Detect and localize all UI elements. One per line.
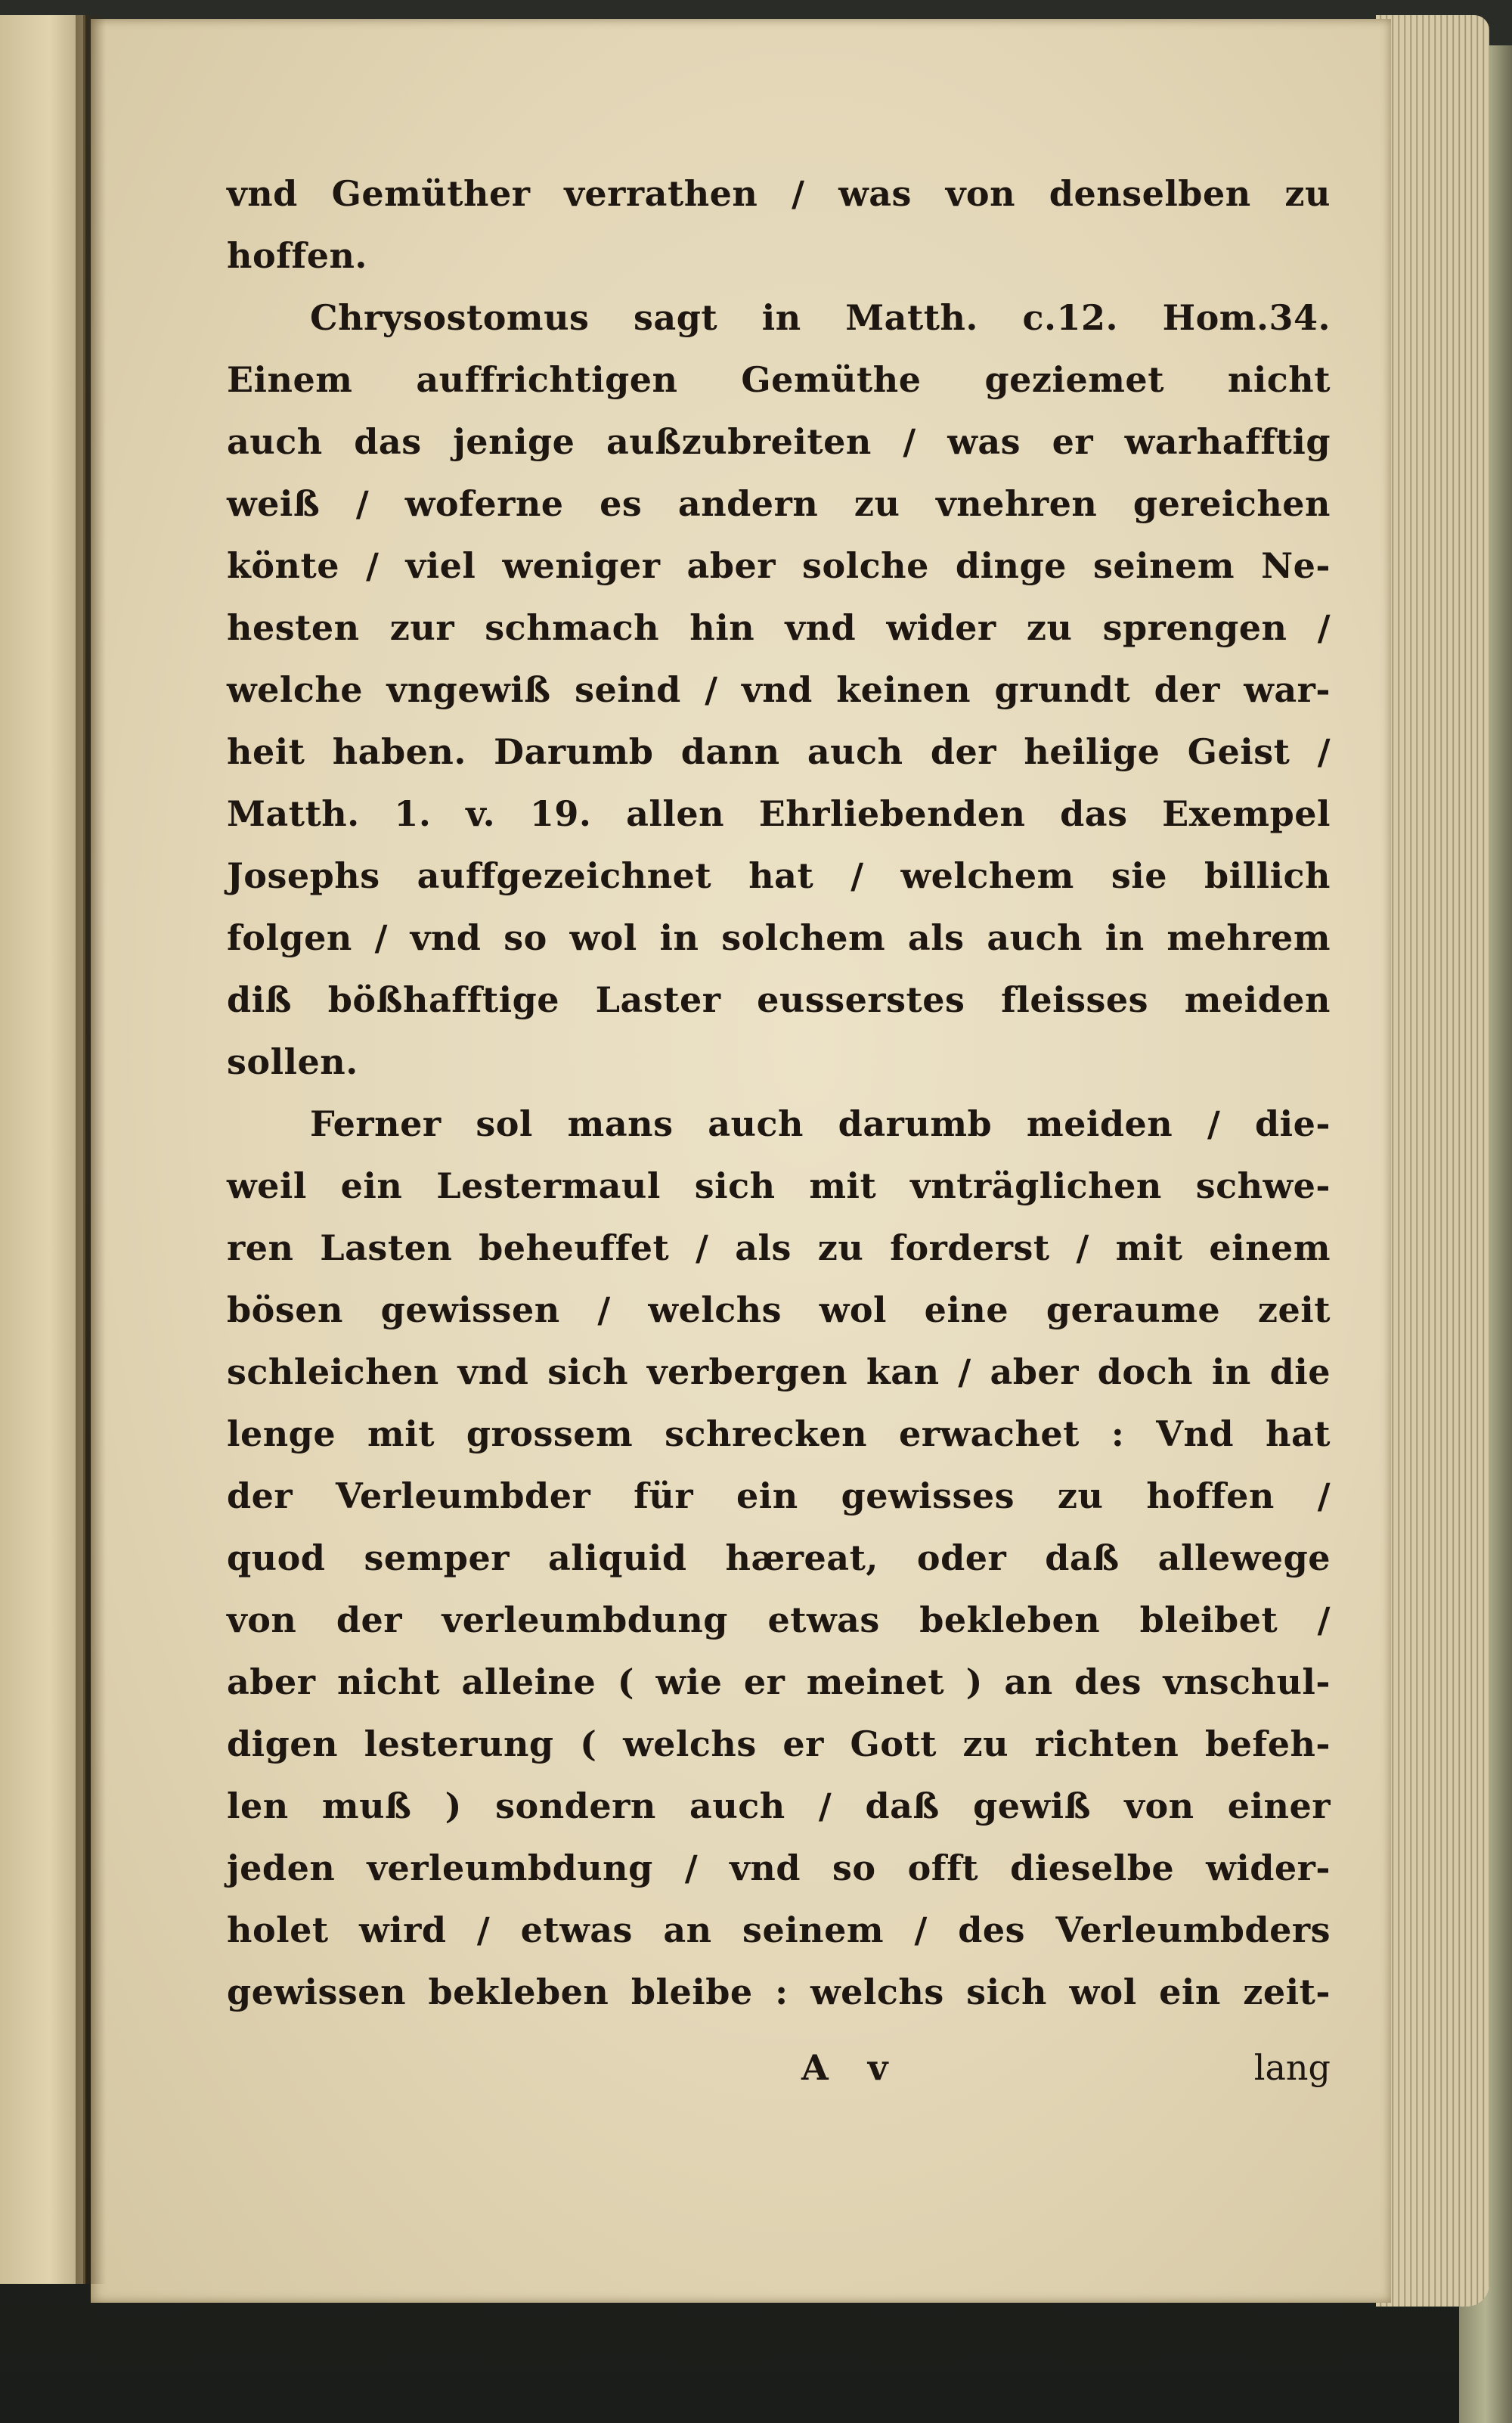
text-line: quod semper aliquid hæreat, oder daß allewege bbox=[227, 1537, 1331, 1578]
text-line: hoffen. bbox=[227, 235, 367, 276]
text-line: jeden verleumbdung / vnd so offt dieselbe wider- bbox=[227, 1847, 1331, 1888]
text-line: folgen / vnd so wol in solchem als auch in mehrem bbox=[227, 917, 1331, 958]
text-line: aber nicht alleine ( wie er meinet ) an des vnschul- bbox=[227, 1661, 1331, 1702]
book-page bbox=[91, 19, 1391, 2303]
text-line: sollen. bbox=[227, 1041, 358, 1082]
text-line: auch das jenige außzubreiten / was er warhafftig bbox=[227, 421, 1331, 462]
text-line: könte / viel weniger aber solche dinge seinem Ne- bbox=[227, 545, 1331, 586]
text-line: Josephs auffgezeichnet hat / welchem sie billich bbox=[227, 855, 1331, 896]
text-line: heit haben. Darumb dann auch der heilige Geist / bbox=[227, 731, 1331, 772]
signature-mark: A v bbox=[801, 2047, 902, 2088]
text-line: digen lesterung ( welchs er Gott zu richten befeh- bbox=[227, 1723, 1331, 1764]
gutter-shadow bbox=[76, 15, 106, 2284]
text-line: weiß / woferne es andern zu vnehren gereichen bbox=[227, 483, 1331, 524]
text-line: schleichen vnd sich verbergen kan / aber doch in die bbox=[227, 1351, 1331, 1392]
text-line: Chrysostomus sagt in Matth. c.12. Hom.34. bbox=[310, 297, 1331, 338]
page-block-edges bbox=[1376, 15, 1489, 2307]
catchword: lang bbox=[1253, 2047, 1331, 2088]
text-line: Ferner sol mans auch darumb meiden / die- bbox=[310, 1103, 1331, 1144]
text-line: len muß ) sondern auch / daß gewiß von einer bbox=[227, 1785, 1331, 1826]
text-line: lenge mit grossem schrecken erwachet : Vnd hat bbox=[227, 1413, 1331, 1454]
facing-page-edge bbox=[0, 15, 85, 2284]
text-line: welche vngewiß seind / vnd keinen grundt der war- bbox=[227, 669, 1331, 710]
text-line: Einem auffrichtigen Gemüthe geziemet nicht bbox=[227, 359, 1331, 400]
text-line: diß bößhafftige Laster eusserstes fleisses meiden bbox=[227, 979, 1331, 1020]
text-line: Matth. 1. v. 19. allen Ehrliebenden das Exempel bbox=[227, 793, 1331, 834]
text-line: ren Lasten beheuffet / als zu forderst / mit einem bbox=[227, 1227, 1331, 1268]
text-line: weil ein Lestermaul sich mit vnträglichen schwe- bbox=[227, 1165, 1331, 1206]
text-line: holet wird / etwas an seinem / des Verleumbders bbox=[227, 1910, 1331, 1950]
page-text bbox=[227, 163, 1331, 2023]
text-line: vnd Gemüther verrathen / was von denselben zu bbox=[227, 173, 1331, 214]
text-line: bösen gewissen / welchs wol eine geraume zeit bbox=[227, 1289, 1331, 1330]
text-line: der Verleumbder für ein gewisses zu hoffen / bbox=[227, 1475, 1331, 1516]
text-line: von der verleumbdung etwas bekleben bleibet / bbox=[227, 1599, 1331, 1640]
text-line: hesten zur schmach hin vnd wider zu sprengen / bbox=[227, 607, 1331, 648]
text-line: gewissen bekleben bleibe : welchs sich wol ein zeit- bbox=[227, 1972, 1331, 2012]
page-footer bbox=[227, 2037, 1331, 2099]
